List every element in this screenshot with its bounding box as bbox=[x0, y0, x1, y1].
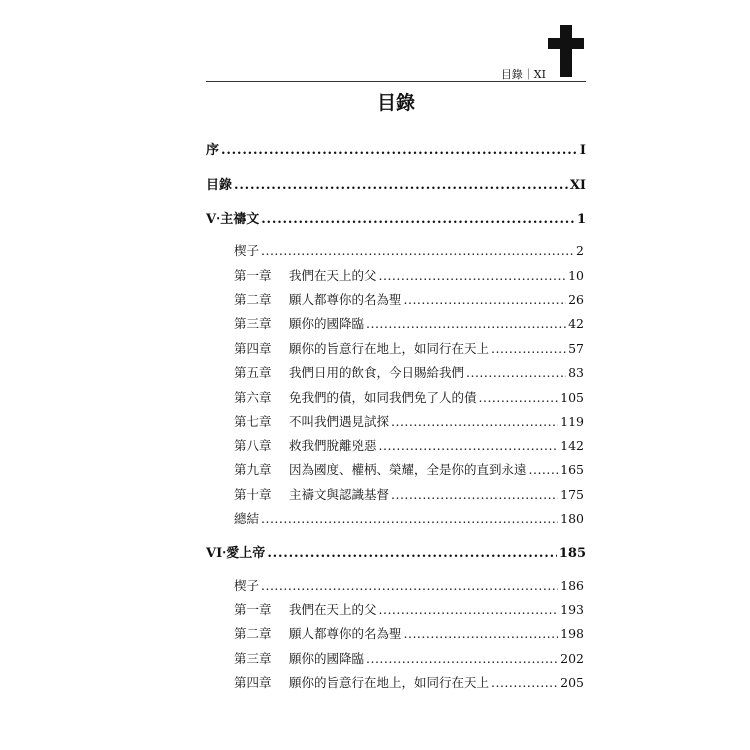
toc-page-number: 165 bbox=[560, 462, 584, 477]
toc-chapter-number: 第七章 bbox=[234, 414, 272, 429]
toc-entry-title: 主禱文與認識基督 bbox=[289, 487, 390, 502]
toc-page-number: 180 bbox=[560, 511, 584, 526]
dot-leader bbox=[391, 414, 558, 429]
toc-entry-title: 救我們脫離兇惡 bbox=[289, 438, 377, 453]
toc-entry-title: 願人都尊你的名為聖 bbox=[289, 292, 402, 307]
dot-leader bbox=[261, 511, 558, 526]
toc-entry-title: 願人都尊你的名為聖 bbox=[289, 626, 402, 641]
toc-entry-title: 願你的旨意行在地上，如同行在天上 bbox=[289, 341, 490, 356]
toc-page-number: 83 bbox=[568, 365, 584, 380]
dot-leader bbox=[379, 438, 559, 453]
toc-page-number: 42 bbox=[568, 316, 584, 331]
toc-page-number: 26 bbox=[568, 292, 584, 307]
toc-entry-title: 不叫我們遇見試探 bbox=[289, 414, 390, 429]
toc-entry-title: 願你的旨意行在地上，如同行在天上 bbox=[289, 675, 490, 690]
toc-entry bbox=[234, 436, 584, 454]
toc-page-number: 57 bbox=[568, 341, 584, 356]
toc-chapter-number: 第六章 bbox=[234, 390, 272, 405]
toc-entry-title: 總結 bbox=[234, 511, 260, 526]
toc-chapter-number: 第四章 bbox=[234, 341, 272, 356]
toc-entry bbox=[234, 290, 584, 308]
toc-entry bbox=[234, 576, 584, 594]
toc-major-entry bbox=[206, 542, 586, 561]
dot-leader bbox=[234, 178, 568, 193]
toc-page-number: 202 bbox=[560, 651, 584, 666]
toc-chapter-number: 第五章 bbox=[234, 365, 272, 380]
dot-leader bbox=[529, 462, 559, 477]
dot-leader bbox=[466, 365, 566, 380]
toc-major-entry bbox=[206, 208, 586, 227]
toc-entry-title: 願你的國降臨 bbox=[289, 651, 365, 666]
page-title: 目錄 bbox=[376, 92, 415, 114]
toc-entry bbox=[234, 412, 584, 430]
toc-entry-title: 序 bbox=[206, 143, 220, 158]
header-rule bbox=[206, 81, 586, 82]
toc-entry-title: 我們在天上的父 bbox=[289, 268, 377, 283]
toc-page-number: 205 bbox=[560, 675, 584, 690]
toc-page-number: 119 bbox=[560, 414, 584, 429]
running-header: 目錄｜XI bbox=[500, 68, 546, 81]
cross-icon-horizontal-bar bbox=[548, 38, 584, 49]
toc-chapter-number: 第二章 bbox=[234, 292, 272, 307]
toc-chapter-number: 第一章 bbox=[234, 602, 272, 617]
toc-entry-title: 楔子 bbox=[234, 243, 260, 258]
toc-entry bbox=[234, 363, 584, 381]
dot-leader bbox=[261, 212, 575, 227]
toc-page-number: 2 bbox=[576, 243, 584, 258]
toc-entry bbox=[234, 600, 584, 618]
dot-leader bbox=[261, 578, 558, 593]
toc-major-entry bbox=[206, 174, 586, 193]
toc-page-number: XI bbox=[569, 178, 586, 193]
toc-page-number: I bbox=[579, 143, 586, 158]
dot-leader bbox=[366, 316, 566, 331]
toc-entry bbox=[234, 673, 584, 691]
dot-leader bbox=[491, 341, 566, 356]
toc-entry-title: 我們日用的飲食，今日賜給我們 bbox=[289, 365, 465, 380]
toc-entry bbox=[234, 339, 584, 357]
dot-leader bbox=[379, 268, 567, 283]
dot-leader bbox=[221, 143, 578, 158]
toc-entry-title: 目錄 bbox=[206, 178, 233, 193]
toc-page-number: 105 bbox=[560, 390, 584, 405]
toc-chapter-number: 第一章 bbox=[234, 268, 272, 283]
toc-chapter-number: 第二章 bbox=[234, 626, 272, 641]
toc-entry-title: 楔子 bbox=[234, 578, 260, 593]
toc-page-number: 185 bbox=[558, 546, 586, 561]
toc-entry bbox=[234, 266, 584, 284]
toc-entry bbox=[234, 460, 584, 478]
toc-page-number: 175 bbox=[560, 487, 584, 502]
toc-entry bbox=[234, 624, 584, 642]
toc-entry bbox=[234, 509, 584, 527]
toc-chapter-number: 第三章 bbox=[234, 316, 272, 331]
dot-leader bbox=[391, 487, 558, 502]
toc-entry-title: 願你的國降臨 bbox=[289, 316, 365, 331]
toc-chapter-number: 第四章 bbox=[234, 675, 272, 690]
dot-leader bbox=[366, 651, 558, 666]
toc-entry-title: 因為國度、權柄、榮耀，全是你的直到永遠 bbox=[289, 462, 527, 477]
toc-entry bbox=[234, 649, 584, 667]
toc-entry bbox=[234, 485, 584, 503]
toc-page-number: 198 bbox=[560, 626, 584, 641]
toc-chapter-number: 第三章 bbox=[234, 651, 272, 666]
toc-chapter-number: 第九章 bbox=[234, 462, 272, 477]
toc-entry bbox=[234, 241, 584, 259]
toc-page-number: 10 bbox=[568, 268, 584, 283]
cross-icon-vertical-bar bbox=[560, 25, 572, 77]
dot-leader bbox=[267, 546, 557, 561]
toc-entry-title: V‧主禱文 bbox=[206, 212, 260, 227]
toc-entry-title: VI‧愛上帝 bbox=[206, 546, 266, 561]
dot-leader bbox=[491, 675, 558, 690]
dot-leader bbox=[404, 292, 567, 307]
toc-chapter-number: 第八章 bbox=[234, 438, 272, 453]
toc-page-number: 142 bbox=[560, 438, 584, 453]
dot-leader bbox=[404, 626, 559, 641]
toc-major-entry bbox=[206, 139, 586, 158]
toc-entry bbox=[234, 388, 584, 406]
toc-entry bbox=[234, 314, 584, 332]
toc-entry-title: 我們在天上的父 bbox=[289, 602, 377, 617]
toc-entry-title: 免我們的債，如同我們免了人的債 bbox=[289, 390, 477, 405]
toc-page-number: 193 bbox=[560, 602, 584, 617]
toc-page-number: 186 bbox=[560, 578, 584, 593]
toc-chapter-number: 第十章 bbox=[234, 487, 272, 502]
dot-leader bbox=[261, 243, 574, 258]
dot-leader bbox=[479, 390, 559, 405]
toc-page-number: 1 bbox=[576, 212, 586, 227]
dot-leader bbox=[379, 602, 559, 617]
